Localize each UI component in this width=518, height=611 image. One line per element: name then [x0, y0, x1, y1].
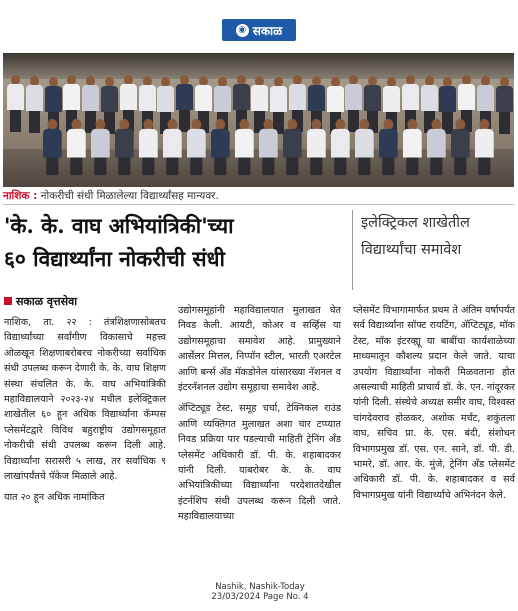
headline-line-2: ६० विद्यार्थ्यांना नोकरीची संधी	[4, 246, 225, 271]
byline-text: सकाळ वृत्तसेवा	[16, 294, 78, 308]
subheadline	[352, 210, 518, 290]
sakal-emblem-icon: ◉	[236, 24, 249, 37]
article-paragraph: नाशिक, ता. २२ : तंत्रशिक्षणासोबतच विद्यार्थ्यांच्या सर्वांगीण विकासाचे महत्त्व ओळखून शिक्षणाबरोबरच नोकरीच्या सर्वाधिक संधी उपलब्ध करून देणारी के. के. वाघ शिक्षण संस्था संचलित के. के. वाघ अभियांत्रिकी महाविद्यालयाने २०२३-२४ मधील इलेक्ट्रिकल शाखेतील ६० हून अधिक विद्यार्थ्यांना कॅम्पस प्लेसमेंटद्वारे विविध बहुराष्ट्रीय उद्योगसमूहात नोकरीची संधी उपलब्ध करून दिली आहे. विद्यार्थ्यांना सरासरी ५ लाख, तर सर्वाधिक ९ लाखांपर्यंतचे पॅकेज मिळाले आहे.	[4, 317, 166, 483]
article-paragraph: ॲप्टिट्यूड टेस्ट, समूह चर्चा, टेक्निकल राउंड आणि व्यक्तिगत मुलाखत अशा चार टप्प्यात निवड प्रक्रिया पार पडल्याची माहिती ट्रेनिंग अँड प्लेसमेंट अधिकारी डॉ. पी. के. शहाबादकर यांनी दिली. याबरोबर के. के. वाघ अभियांत्रिकीच्या विद्यार्थ्यांना परदेशातदेखील इंटर्नशिप संधी उपलब्ध करून दिली जाते. महाविद्यालयाच्या	[178, 403, 341, 523]
article-column-3	[353, 303, 515, 509]
photo-caption	[3, 188, 514, 205]
caption-text: नोकरीची संधी मिळालेल्या विद्यार्थ्यांसह मान्यवर.	[37, 190, 219, 202]
page-footer	[180, 582, 340, 602]
article-paragraph: उद्योगसमूहांनी महाविद्यालयात मुलाखत घेत निवड केली. आयटी, कोअर व सर्व्हिस या उद्योगसमूहाचा समावेश आहे. प्रामुख्याने आर्सेलर मित्तल, निप्पॉन स्टील, भारती एअरटेल आणि बर्न्स अँड मॅकडोनेल यांसारख्या नॅशनल व इंटरनॅशनल उद्योग समूहाचा समावेश आहे.	[178, 305, 341, 394]
footer-line-1: Nashik, Nashik-Today	[215, 582, 305, 592]
caption-place: नाशिक :	[3, 190, 38, 202]
byline	[4, 293, 164, 309]
headline	[4, 209, 340, 275]
article-column-2	[178, 303, 341, 531]
group-photo	[3, 53, 514, 187]
footer-line-2: 23/03/2024 Page No. 4	[211, 592, 309, 602]
sakal-logo	[222, 19, 296, 41]
article-column-1	[4, 315, 166, 512]
logo-text: सकाळ	[252, 23, 283, 38]
subhead-line-1: इलेक्ट्रिकल शाखेतील	[361, 215, 470, 231]
article-paragraph: प्लेसमेंट विभागामार्फत प्रथम ते अंतिम वर्षापर्यंत सर्व विद्यार्थ्यांना सॉफ्ट रायटिंग, ॲप्टिट्यूड, मॉक टेस्ट, मॉक इंटरव्ह्यू या बाबींचा कार्यशाळेच्या माध्यमातून कौशल्य प्रदान केले जाते. याचा उपयोग विद्यार्थ्यांना नोकरी मिळवताना होत असल्याची माहिती प्राचार्य डॉ. के. एन. नांदूरकर यांनी दिली. संस्थेचे अध्यक्ष समीर वाघ, विश्वस्त चांगदेवराव होळकर, अशोक मर्चंट, शकुंतला वाघ, सचिव प्रा. के. एस. बंदी, संशोधन विभागप्रमुख डॉ. एस. एन. साने, डॉ. पी. डी. भामरे, डॉ. आर. के. मुंजे, ट्रेनिंग अँड प्लेसमेंट अधिकारी डॉ. पी. के. शहाबादकर व सर्व विभागप्रमुख यांनी विद्यार्थ्यांचे अभिनंदन केले.	[353, 305, 515, 501]
headline-line-1: 'के. के. वाघ अभियांत्रिकी'च्या	[4, 213, 234, 238]
masthead	[0, 0, 518, 48]
byline-square-icon	[4, 297, 12, 305]
subhead-line-2: विद्यार्थ्यांचा समावेश	[361, 242, 462, 258]
article-paragraph: यात २० हून अधिक नामांकित	[4, 492, 105, 504]
